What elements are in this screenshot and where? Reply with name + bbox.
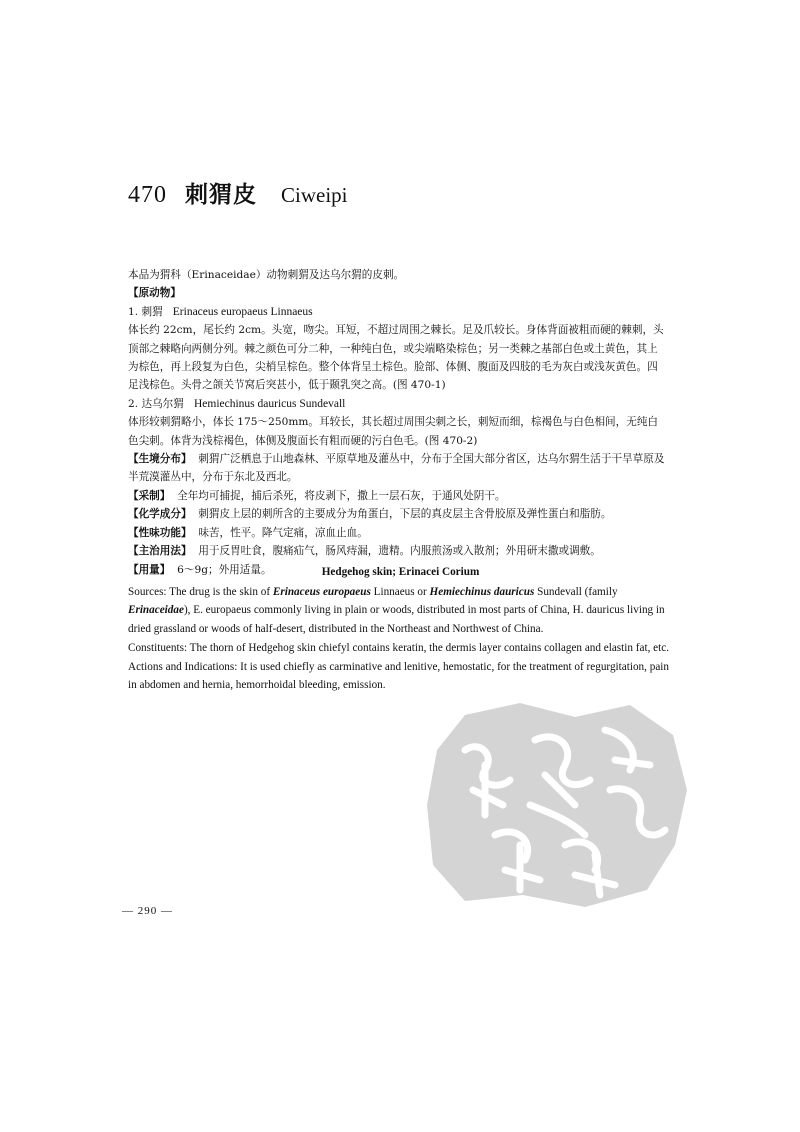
species-1-italic: Erinaceus europaeus xyxy=(272,585,371,598)
harvest-text: 全年均可捕捉，捕后杀死，将皮剥下，撒上一层石灰，于通风处阴干。 xyxy=(177,489,506,502)
english-text-body xyxy=(128,563,673,695)
nature-tag: 【性味功能】 xyxy=(128,526,192,539)
sources-text-c: Sundevall (family xyxy=(534,585,618,598)
nature-section xyxy=(128,524,668,542)
family-italic: Erinaceidae xyxy=(128,604,184,617)
page-number: — 290 — xyxy=(122,905,173,917)
chemistry-section xyxy=(128,505,668,523)
entry-title xyxy=(128,176,348,209)
seal-shape xyxy=(427,703,687,907)
dosage-tag: 【用量】 xyxy=(128,563,171,576)
sources-text-d: ), E. europaeus commonly living in plain or woods, distributed in most parts of China, H. dauricus living in dried grassland or woods of half-desert, distributed in the Northeast and Northwest of China. xyxy=(128,604,665,636)
intro-paragraph: 本品为猬科（Erinaceidae）动物刺猬及达乌尔猬的皮刺。 xyxy=(128,269,405,281)
sources-text-b: Linnaeus or xyxy=(370,585,430,598)
sources-paragraph xyxy=(128,583,673,639)
harvest-tag: 【采制】 xyxy=(128,489,171,502)
species-2-latin-name: Hemiechinus dauricus Sundevall xyxy=(193,397,346,410)
species-2-label: 2. 达乌尔猬 xyxy=(128,397,184,410)
constituents-paragraph: Constituents: The thorn of Hedgehog skin chiefyl contains keratin, the dermis layer contains collagen and elastin fat, etc. xyxy=(128,641,669,654)
usage-section xyxy=(128,542,668,560)
chemistry-tag: 【化学成分】 xyxy=(128,508,192,521)
entry-name-pinyin: Ciweipi xyxy=(281,183,348,207)
entry-name-chinese: 刺猬皮 xyxy=(185,182,257,208)
chemistry-text: 刺猬皮上层的刺所含的主要成分为角蛋白，下层的真皮层主含骨胶原及弹性蛋白和脂肪。 xyxy=(198,508,612,521)
species-2-description: 体形较刺猬略小，体长 175～250mm。耳较长，其长超过周围尖刺之长，刺短而细，棕褐色与白色相间，无纯白色尖刺。体背为浅棕褐色，体侧及腹面长有粗而硬的污白色毛。(图 470-2) xyxy=(128,416,659,447)
species-2-italic: Hemiechinus dauricus xyxy=(429,585,535,598)
actions-paragraph: Actions and Indications: It is used chiefly as carminative and lenitive, hemostatic, for the treatment of regurgitation, pain in abdomen and hernia, hemorrhoidal bleeding, emission. xyxy=(128,660,669,692)
sources-text-a: Sources: The drug is the skin of xyxy=(128,585,273,598)
species-1-label: 1. 刺猬 xyxy=(128,305,163,318)
usage-text: 用于反胃吐食，腹痛疝气，肠风痔漏，遗精。内服煎汤或入散剂；外用研末撒或调敷。 xyxy=(198,545,601,558)
species-2-heading xyxy=(128,395,668,413)
species-1-latin-name: Erinaceus europaeus Linnaeus xyxy=(172,305,313,318)
chinese-text-body xyxy=(128,266,668,579)
habitat-text: 刺猬广泛栖息于山地森林、平原草地及灌丛中，分布于全国大部分省区，达乌尔猬生活于干旱草原及半荒漠灌丛中，分布于东北及西北。 xyxy=(128,453,665,484)
seal-watermark xyxy=(425,695,690,910)
habitat-section xyxy=(128,450,668,487)
usage-tag: 【主治用法】 xyxy=(128,545,192,558)
english-title: Hedgehog skin; Erinacei Corium xyxy=(321,566,480,578)
species-1-heading xyxy=(128,303,668,321)
source-animal-heading: 【原动物】 xyxy=(128,287,181,300)
species-1-description: 体长约 22cm，尾长约 2cm。头宽，吻尖。耳短，不超过周围之棘长。足及爪较长。身体背面被粗而硬的棘刺，头顶部之棘略向两侧分列。棘之颜色可分二种，一种纯白色，或尖端略染棕色；另一类棘之基部白色或土黄色，其上为棕色，再上段复为白色，尖梢呈棕色。整个体背呈土棕色。脸部、体侧、腹面及四肢的毛为灰白或浅灰黄色。四足浅棕色。头骨之颌关节窝后突甚小，低于颞乳突之高。(图 470-1) xyxy=(128,324,664,392)
harvest-section xyxy=(128,487,668,505)
entry-number: 470 xyxy=(128,182,167,208)
habitat-tag: 【生境分布】 xyxy=(128,453,192,466)
nature-text: 味苦，性平。降气定痛，凉血止血。 xyxy=(198,526,368,539)
dosage-text: 6～9g；外用适量。 xyxy=(177,563,272,576)
